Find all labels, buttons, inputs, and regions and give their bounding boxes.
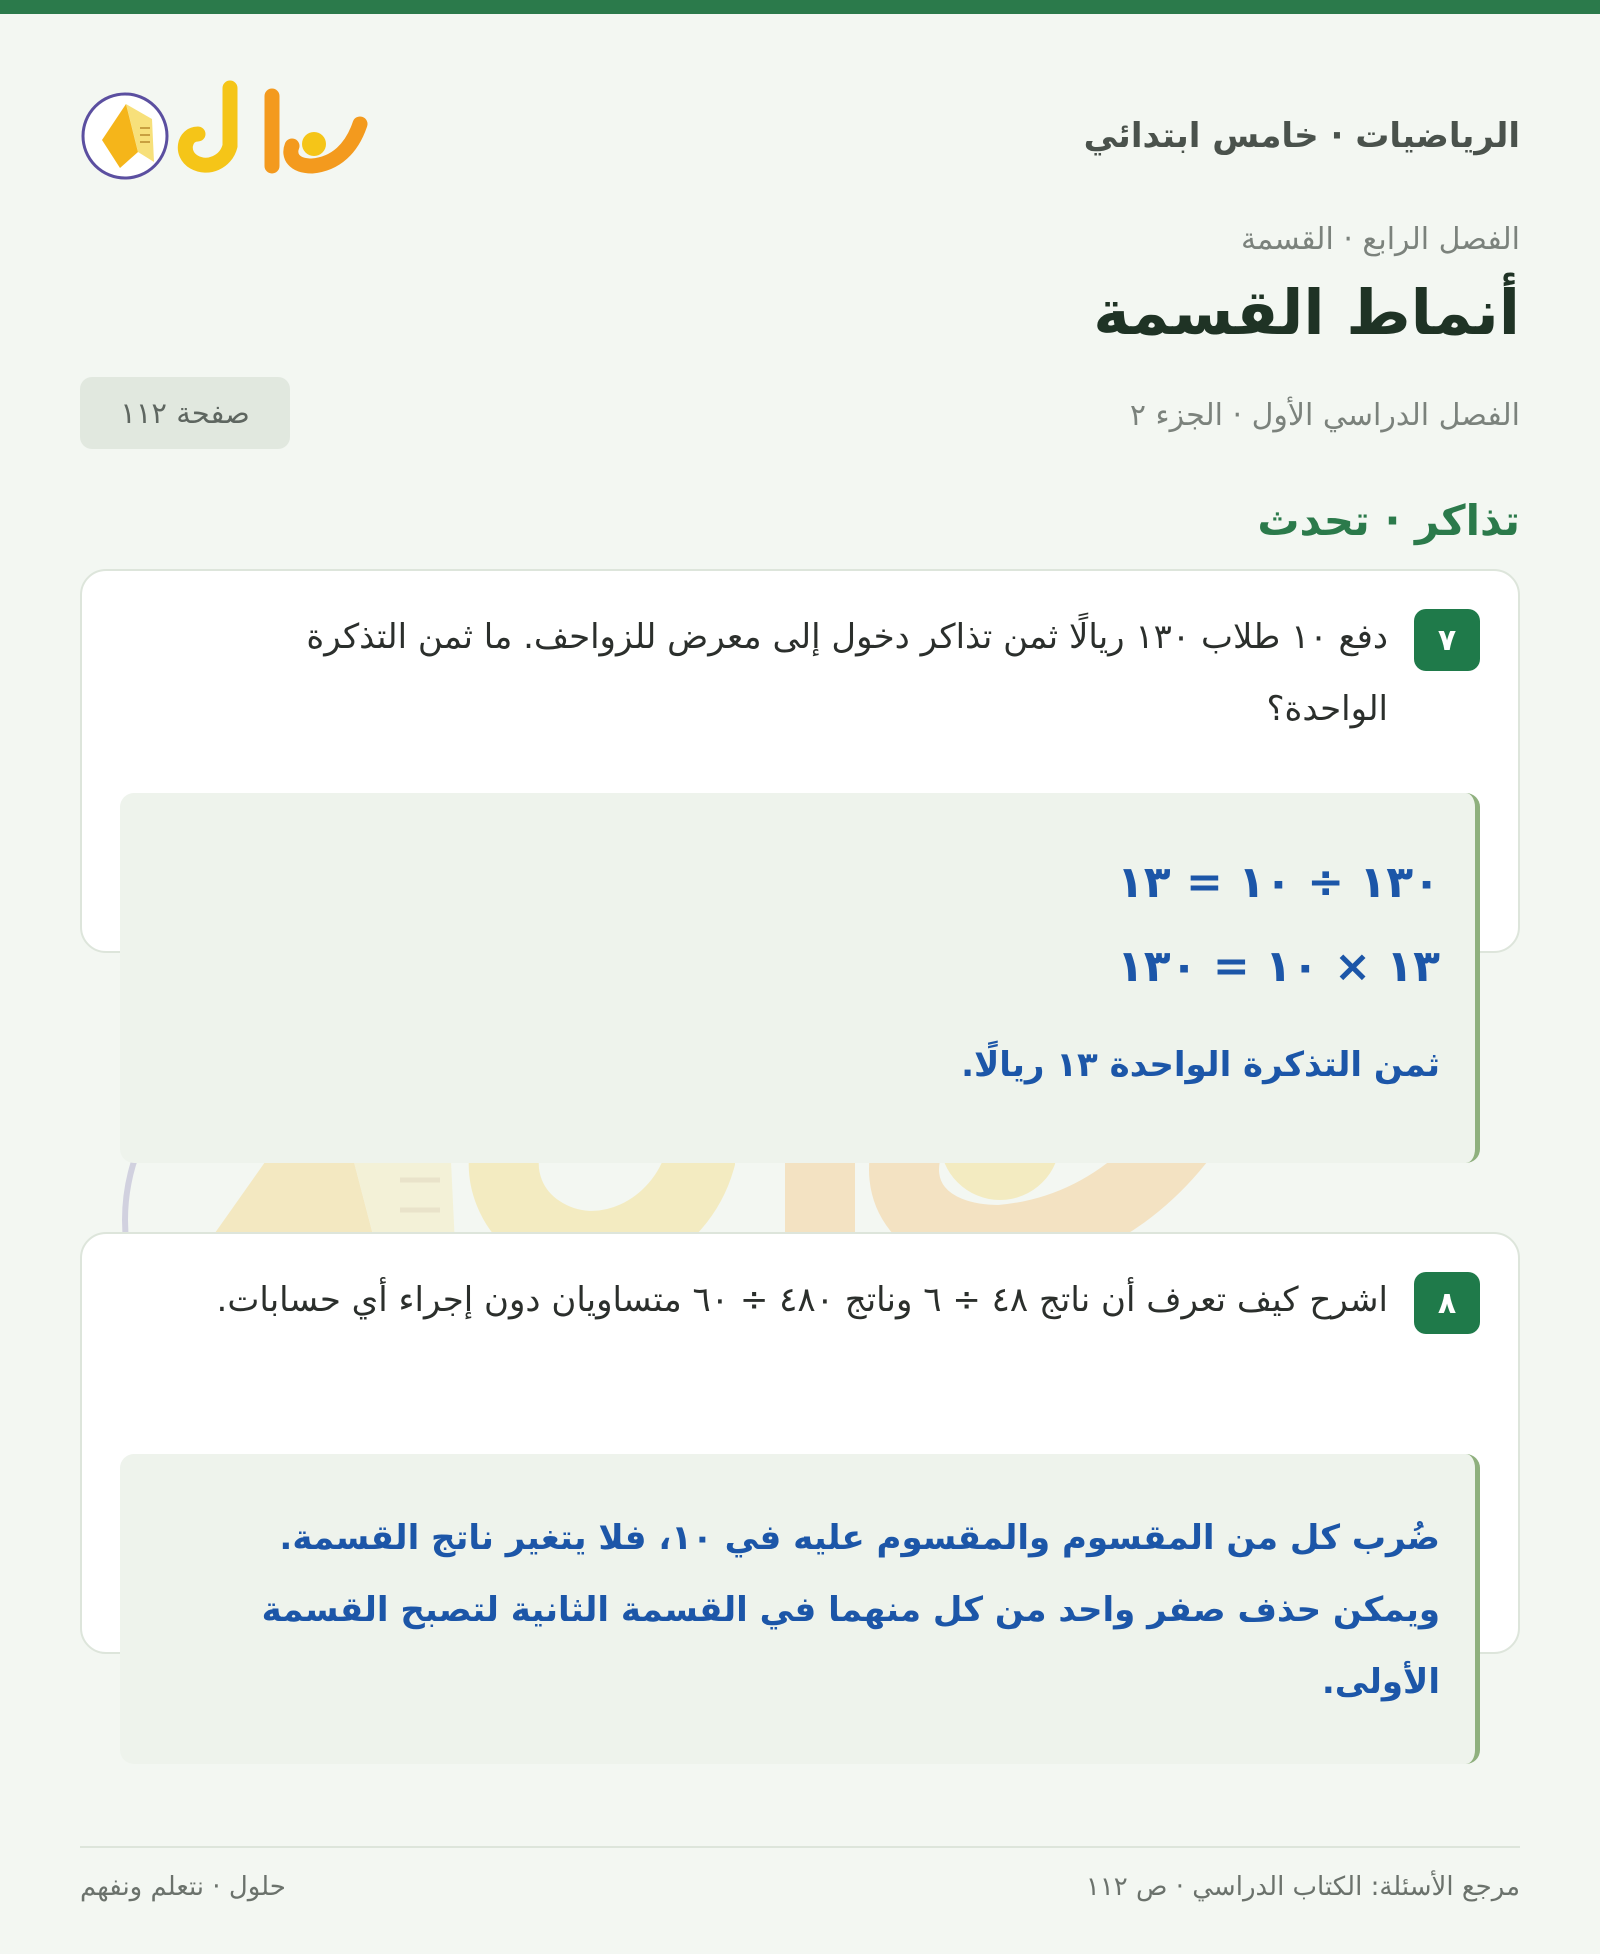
question-text: اشرح كيف تعرف أن ناتج ٤٨ ÷ ٦ وناتج ٤٨٠ ÷ ٦٠ متساويان دون إجراء أي حسابات.: [216, 1280, 1388, 1320]
answer-text: ضُرب كل من المقسوم والمقسوم عليه في ١٠، فلا يتغير ناتج القسمة. ويمكن حذف صفر واحد من كل منهما في القسمة الثانية لتصبح القسمة الأولى.: [261, 1518, 1440, 1702]
page-number-badge: صفحة ١١٢: [80, 377, 290, 449]
question-text: دفع ١٠ طلاب ١٣٠ ريالًا ثمن تذاكر دخول إلى معرض للزواحف. ما ثمن التذكرة الواحدة؟: [306, 617, 1388, 729]
semester-label: الفصل الدراسي الأول · الجزء ٢: [1129, 398, 1520, 433]
answer-equation: ١٣٠ ÷ ١٠ = ١٣: [1116, 857, 1440, 908]
question-card: [80, 1232, 1520, 1702]
hulool-logo[interactable]: [80, 74, 380, 184]
footer-divider: [80, 1846, 1520, 1848]
question-number-badge: ٨: [1414, 1272, 1480, 1334]
footer-brand: حلول · نتعلم ونفهم: [80, 1872, 286, 1902]
answer-text: ثمن التذكرة الواحدة ١٣ ريالًا.: [961, 1045, 1440, 1085]
page-title: أنماط القسمة: [1093, 276, 1520, 349]
page-header: [80, 64, 1520, 174]
section-title: تذاكر · تحدث: [1257, 496, 1520, 545]
footer-reference: مرجع الأسئلة: الكتاب الدراسي · ص ١١٢: [1085, 1872, 1520, 1902]
answer-box: [120, 793, 1480, 1163]
chapter-label: الفصل الرابع · القسمة: [1240, 222, 1520, 257]
question-number-badge: ٧: [1414, 609, 1480, 671]
subject-grade: الرياضيات · خامس ابتدائي: [1083, 116, 1520, 156]
page: [80, 14, 1520, 1954]
answer-equation: ١٣ × ١٠ = ١٣٠: [1116, 941, 1440, 992]
answer-box: [120, 1454, 1480, 1764]
top-accent-bar: [0, 0, 1600, 14]
question-card: [80, 569, 1520, 1085]
